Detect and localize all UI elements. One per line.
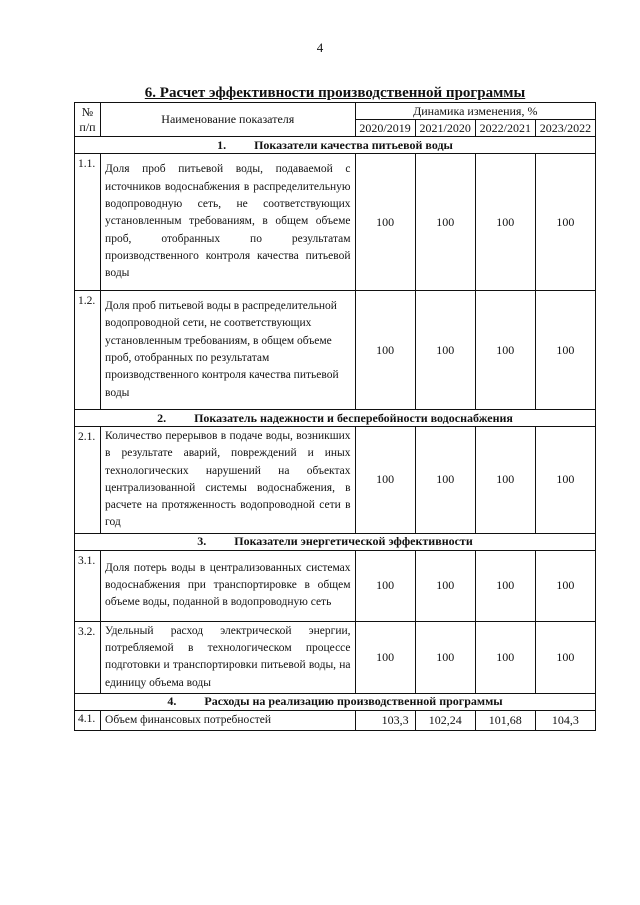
- section-title: Показатели качества питьевой воды: [254, 137, 453, 152]
- row-value: 101,68: [475, 710, 535, 730]
- row-value: 102,24: [415, 710, 475, 730]
- table-row: [75, 427, 596, 534]
- table-row: [75, 291, 596, 410]
- row-value: 100: [355, 291, 415, 410]
- table-row: [75, 154, 596, 291]
- row-value: 104,3: [535, 710, 595, 730]
- row-name: Количество перерывов в подаче воды, возникших в результате аварий, повреждений и иных технологических нарушений на объектах централизованной системы водоснабжения, в расчете на протяженность водопроводной сети в год: [101, 427, 355, 534]
- section-header: [75, 533, 596, 550]
- row-value: 100: [475, 291, 535, 410]
- section-number: 2.: [157, 410, 167, 425]
- row-value: 100: [535, 427, 595, 534]
- header-period: 2020/2019: [355, 120, 415, 137]
- row-value: 100: [355, 154, 415, 291]
- row-value: 100: [475, 550, 535, 621]
- section-number: 3.: [197, 534, 207, 549]
- row-name: Доля проб питьевой воды, подаваемой с источников водоснабжения в распределительную водопроводную сеть, не соответствующих установленным требованиям, в общем объеме проб, отобранных по результатам производственного контроля качества питьевой воды: [101, 154, 355, 291]
- page-number: 4: [316, 40, 324, 55]
- row-number: 1.1.: [75, 154, 101, 291]
- row-value: 100: [415, 427, 475, 534]
- table-row: [75, 710, 596, 730]
- section-title: Показатель надежности и бесперебойности водоснабжения: [194, 410, 513, 425]
- section-header: [75, 410, 596, 427]
- row-name: Доля потерь воды в централизованных системах водоснабжения при транспортировке в общем объеме воды, поданной в водопроводную сеть: [101, 550, 355, 621]
- row-value: 100: [475, 427, 535, 534]
- row-value: 100: [535, 550, 595, 621]
- row-value: 100: [475, 621, 535, 693]
- row-number: 3.2.: [75, 621, 101, 693]
- section-header: [75, 137, 596, 154]
- section-title: Расходы на реализацию производственной программы: [204, 694, 503, 709]
- row-value: 100: [535, 291, 595, 410]
- row-number: 3.1.: [75, 550, 101, 621]
- row-value: 100: [355, 427, 415, 534]
- row-value: 100: [475, 154, 535, 291]
- header-period: 2022/2021: [475, 120, 535, 137]
- row-value: 100: [415, 291, 475, 410]
- row-value: 100: [355, 621, 415, 693]
- table-row: [75, 621, 596, 693]
- page-title: 6. Расчет эффективности производственной программы: [144, 85, 526, 101]
- row-value: 100: [415, 621, 475, 693]
- section-number: 1.: [217, 137, 227, 152]
- row-number: 1.2.: [75, 291, 101, 410]
- efficiency-table: [74, 102, 596, 731]
- table-row: [75, 550, 596, 621]
- row-value: 103,3: [355, 710, 415, 730]
- header-period: 2023/2022: [535, 120, 595, 137]
- header-num: № п/п: [75, 103, 101, 137]
- section-header: [75, 693, 596, 710]
- header-period: 2021/2020: [415, 120, 475, 137]
- row-value: 100: [535, 621, 595, 693]
- section-title: Показатели энергетической эффективности: [234, 534, 473, 549]
- row-number: 4.1.: [75, 710, 101, 730]
- row-number: 2.1.: [75, 427, 101, 534]
- header-dynamics: Динамика изменения, %: [355, 103, 595, 120]
- row-name: Доля проб питьевой воды в распределительной водопроводной сети, не соответствующих установленным требованиям, в общем объеме проб, отобранных по результатам производственного контроля качества питьевой воды: [101, 291, 355, 410]
- row-value: 100: [415, 550, 475, 621]
- header-name: Наименование показателя: [101, 103, 355, 137]
- section-number: 4.: [167, 694, 177, 709]
- row-value: 100: [415, 154, 475, 291]
- row-value: 100: [535, 154, 595, 291]
- row-value: 100: [355, 550, 415, 621]
- row-name: Удельный расход электрической энергии, потребляемой в технологическом процессе подготовки и транспортировки питьевой воды, на единицу объема воды: [101, 621, 355, 693]
- row-name: Объем финансовых потребностей: [101, 710, 355, 730]
